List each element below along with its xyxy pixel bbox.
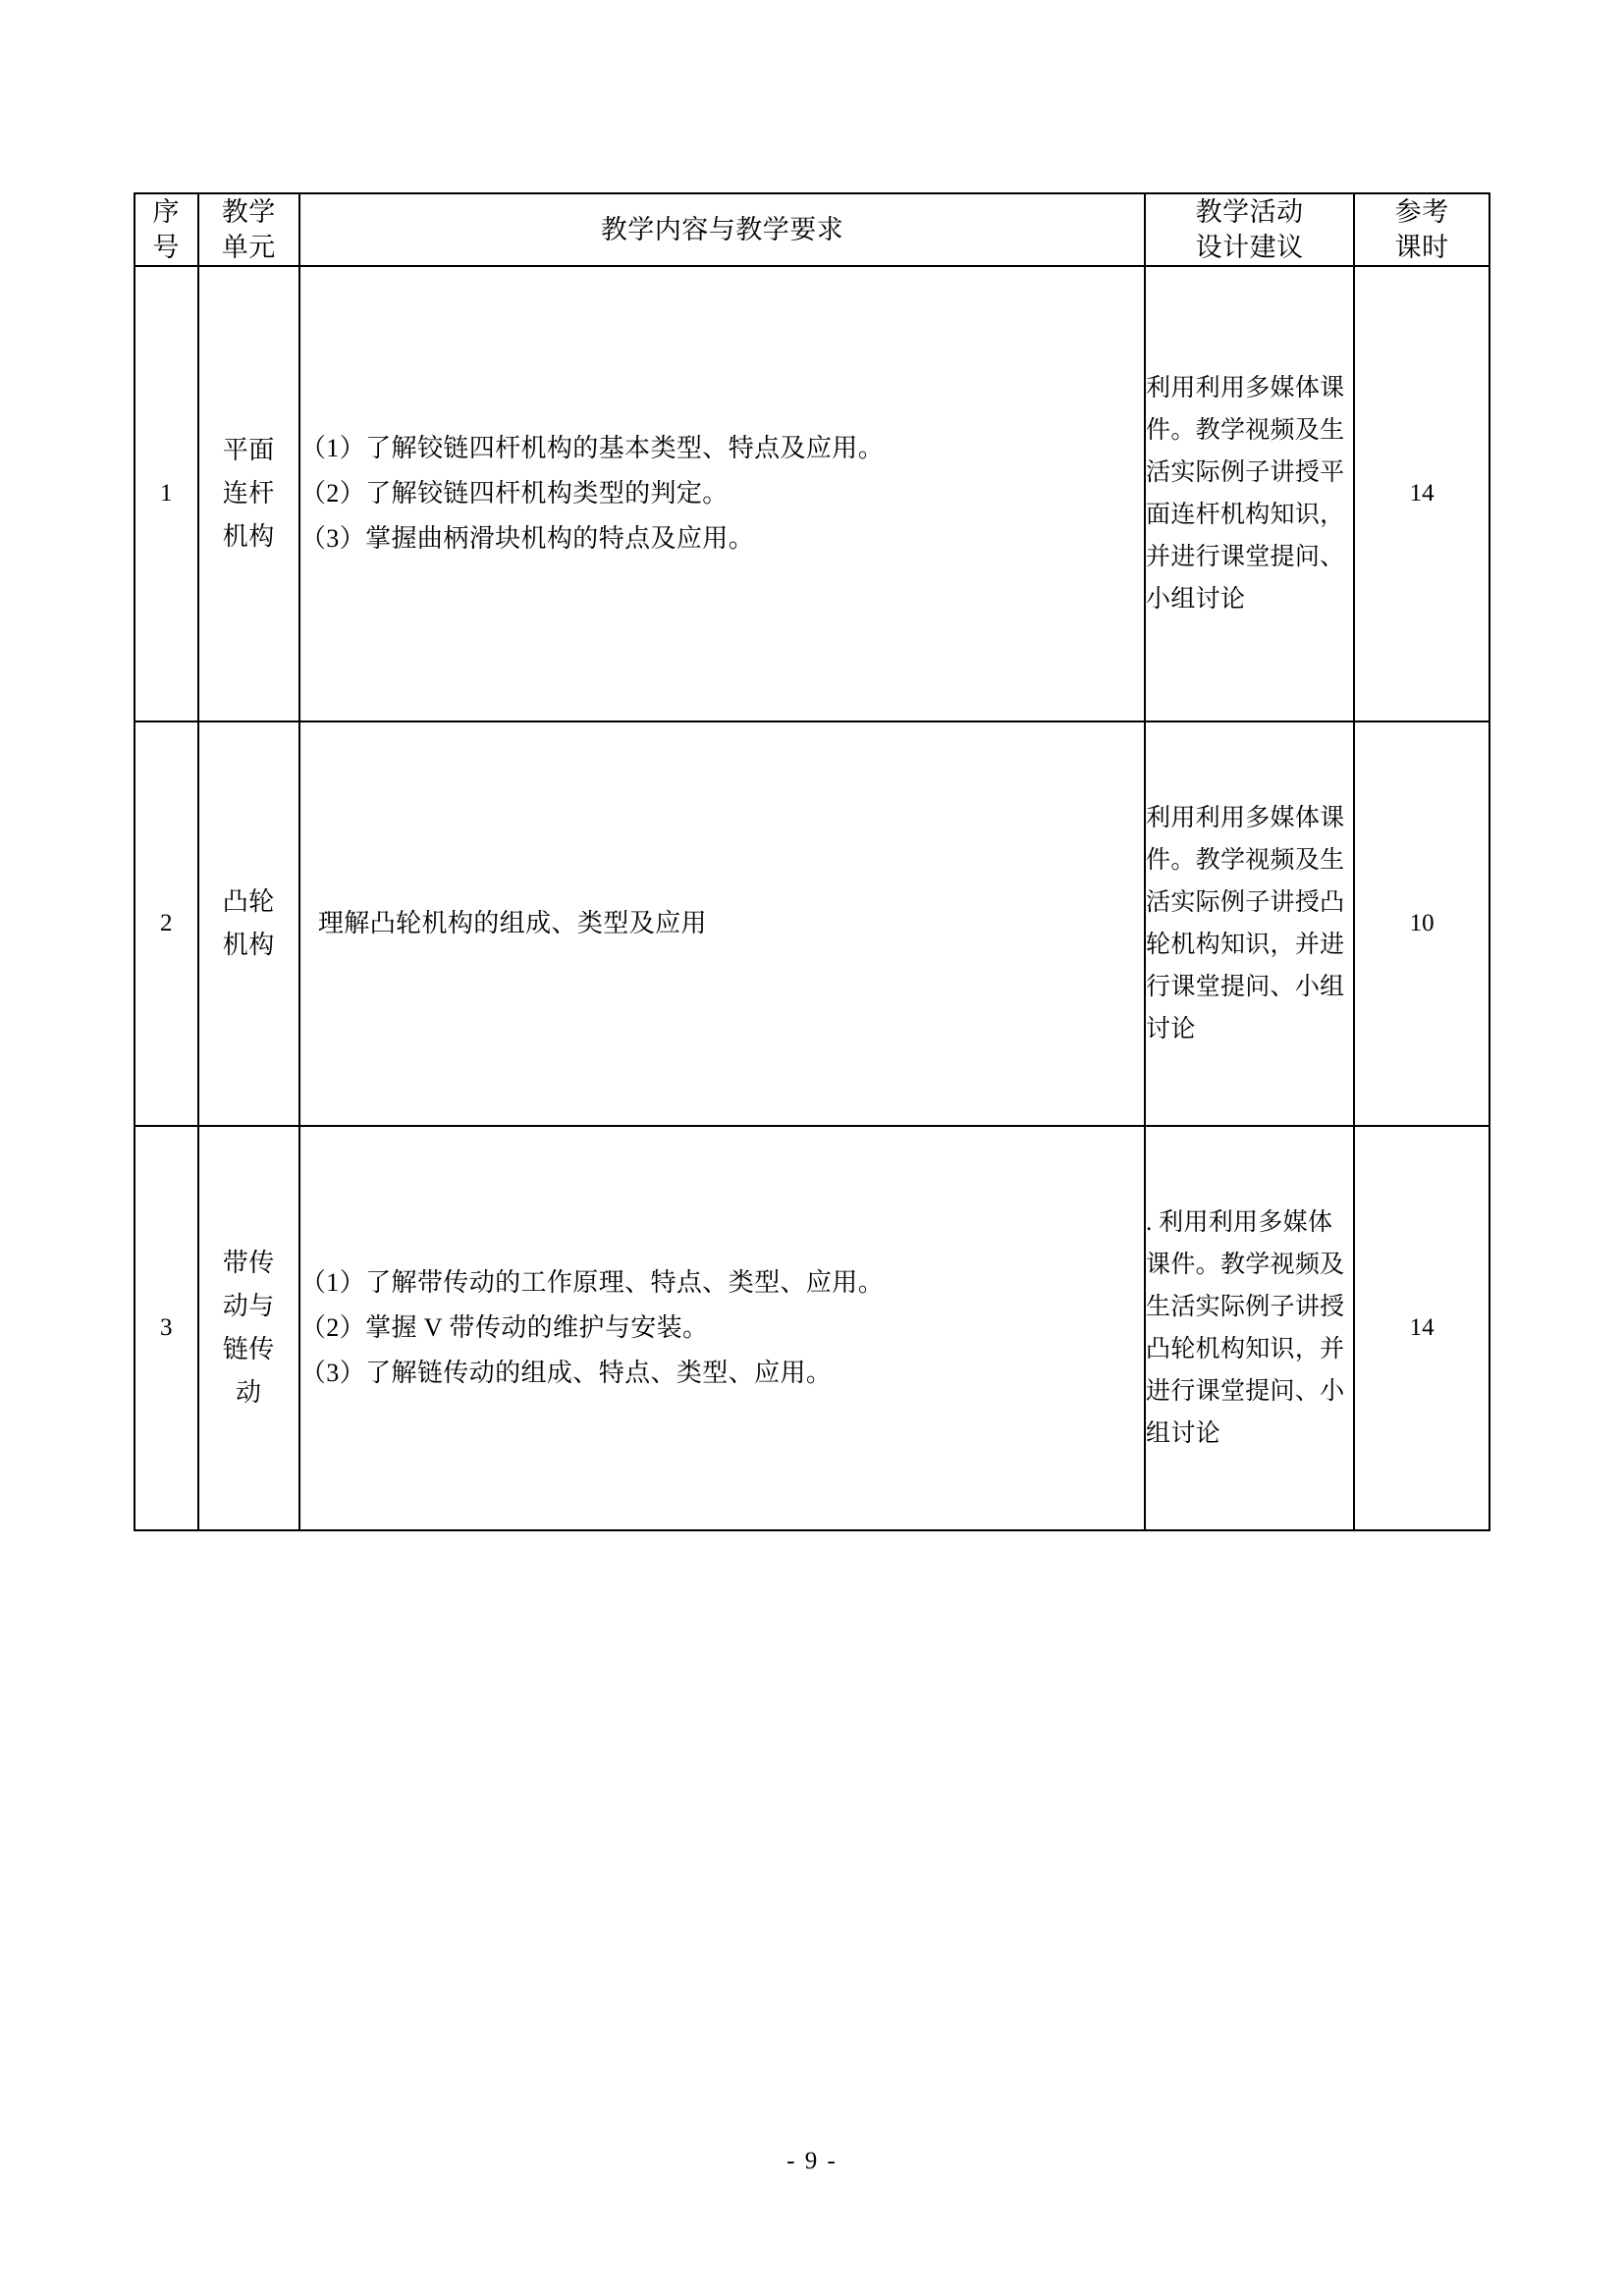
content-item: 理解凸轮机构的组成、类型及应用 <box>317 909 707 937</box>
unit-line: 带传 <box>222 1249 275 1277</box>
table-row <box>135 266 1489 721</box>
table-row <box>135 721 1489 1126</box>
row-reference-hours: 14 <box>1354 266 1489 721</box>
content-item: （1）了解带传动的工作原理、特点、类型、应用。 <box>299 1268 885 1297</box>
header-sequence-line-1: 序 <box>152 197 181 227</box>
header-reference-hours <box>1354 193 1489 266</box>
unit-line: 凸轮 <box>222 887 275 916</box>
header-unit-line-1: 教学 <box>221 197 276 227</box>
header-hours-line-1: 参考 <box>1394 197 1449 227</box>
row-teaching-activity: . 利用利用多媒体课件。教学视频及生活实际例子讲授凸轮机构知识，并进行课堂提问、小组讨论 <box>1145 1126 1354 1530</box>
unit-line: 机构 <box>222 931 275 959</box>
row-teaching-content <box>299 1126 1145 1530</box>
row-reference-hours: 14 <box>1354 1126 1489 1530</box>
header-sequence-number <box>135 193 198 266</box>
header-sequence-line-2: 号 <box>152 233 181 262</box>
unit-line: 动与 <box>222 1292 275 1320</box>
unit-line: 连杆 <box>222 479 275 507</box>
header-teaching-content: 教学内容与教学要求 <box>299 193 1145 266</box>
row-teaching-unit <box>198 266 299 721</box>
header-teaching-unit <box>198 193 299 266</box>
unit-line: 机构 <box>222 522 275 551</box>
unit-line: 平面 <box>222 436 275 464</box>
row-sequence-number: 3 <box>135 1126 198 1530</box>
row-teaching-content <box>299 721 1145 1126</box>
header-activity-line-2: 设计建议 <box>1195 233 1304 262</box>
content-item: （3）掌握曲柄滑块机构的特点及应用。 <box>299 524 755 553</box>
content-item: （2）了解铰链四杆机构类型的判定。 <box>299 479 729 507</box>
table-row <box>135 1126 1489 1530</box>
content-item: （3）了解链传动的组成、特点、类型、应用。 <box>299 1359 833 1387</box>
header-activity-line-1: 教学活动 <box>1195 197 1304 227</box>
row-teaching-activity: 利用利用多媒体课件。教学视频及生活实际例子讲授凸轮机构知识，并进行课堂提问、小组讨论 <box>1145 721 1354 1126</box>
page-number: - 9 - <box>786 2148 838 2174</box>
header-unit-line-2: 单元 <box>221 233 276 262</box>
table-header-row <box>135 193 1489 266</box>
row-reference-hours: 10 <box>1354 721 1489 1126</box>
row-teaching-unit <box>198 1126 299 1530</box>
row-sequence-number: 1 <box>135 266 198 721</box>
row-sequence-number: 2 <box>135 721 198 1126</box>
teaching-plan-table <box>134 192 1490 1531</box>
unit-line: 动 <box>235 1378 262 1407</box>
row-teaching-content <box>299 266 1145 721</box>
row-teaching-activity: 利用利用多媒体课件。教学视频及生活实际例子讲授平面连杆机构知识，并进行课堂提问、小组讨论 <box>1145 266 1354 721</box>
content-item: （1）了解铰链四杆机构的基本类型、特点及应用。 <box>299 434 885 462</box>
header-teaching-activity <box>1145 193 1354 266</box>
unit-line: 链传 <box>222 1335 275 1363</box>
header-hours-line-2: 课时 <box>1394 233 1449 262</box>
row-teaching-unit <box>198 721 299 1126</box>
content-item: （2）掌握 V 带传动的维护与安装。 <box>299 1313 709 1342</box>
